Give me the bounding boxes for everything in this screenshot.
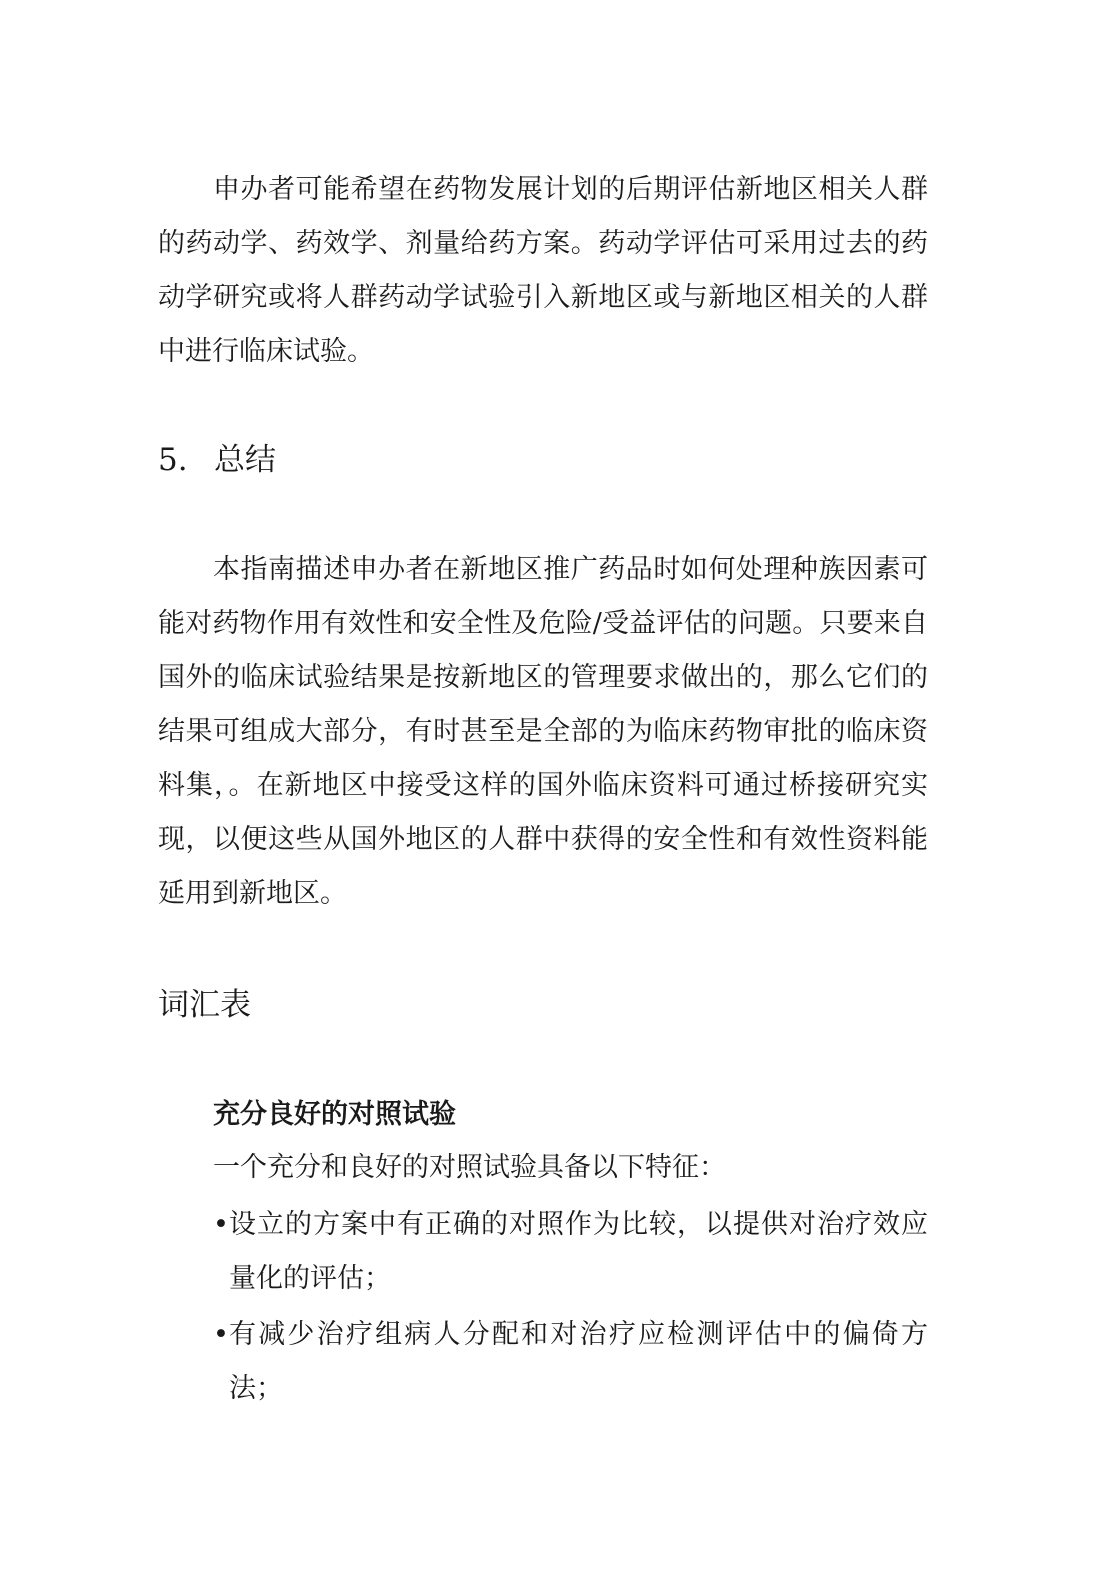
section-heading-summary	[158, 440, 276, 480]
glossary-definition-intro: 一个充分和良好的对照试验具备以下特征：	[213, 1152, 726, 1183]
paragraph-pk-assessment: 申办者可能希望在药物发展计划的后期评估新地区相关人群的药动学、药效学、剂量给药方案。药动学评估可采用过去的药动学研究或将人群药动学试验引入新地区或与新地区相关的人群中进行临床试验。	[158, 174, 928, 367]
section-title: 总结	[214, 442, 276, 478]
bullet-icon: •	[213, 1209, 229, 1240]
paragraph-summary: 本指南描述申办者在新地区推广药品时如何处理种族因素可能对药物作用有效性和安全性及危险/受益评估的问题。只要来自国外的临床试验结果是按新地区的管理要求做出的，那么它们的结果可组成大部分，有时甚至是全部的为临床药物审批的临床资料集，。在新地区中接受这样的国外临床资料可通过桥接研究实现，以便这些从国外地区的人群中获得的安全性和有效性资料能延用到新地区。	[158, 554, 928, 909]
list-item	[213, 1198, 928, 1306]
glossary-term: 充分良好的对照试验	[213, 1099, 456, 1130]
bullet-icon: •	[213, 1319, 229, 1350]
section-number: 5.	[158, 442, 188, 478]
list-item-text: 设立的方案中有正确的对照作为比较，以提供对治疗效应量化的评估；	[229, 1209, 928, 1294]
glossary-heading: 词汇表	[158, 987, 251, 1023]
list-item	[213, 1308, 928, 1416]
list-item-text: 有减少治疗组病人分配和对治疗应检测评估中的偏倚方法；	[229, 1319, 928, 1404]
glossary-bullet-list	[213, 1198, 928, 1418]
